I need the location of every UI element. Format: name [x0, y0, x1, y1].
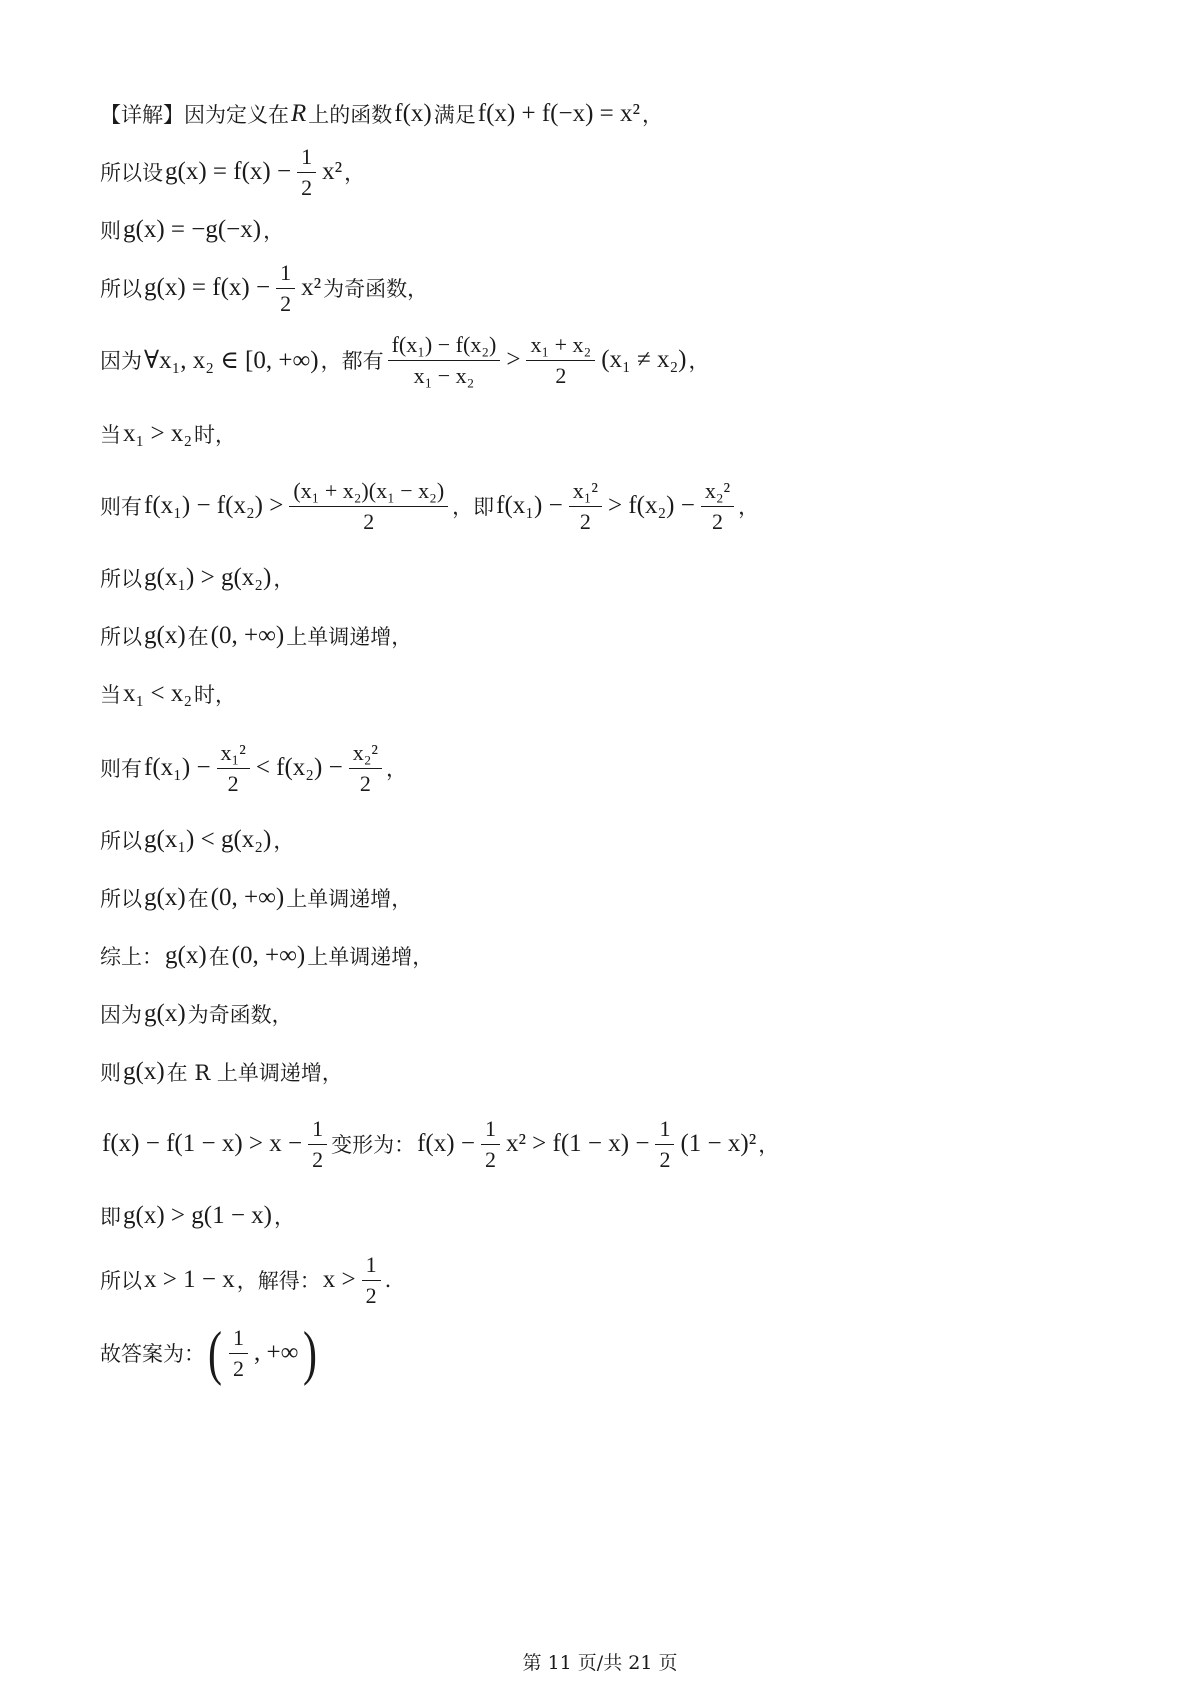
numerator: x₁²	[569, 478, 602, 507]
numerator: 1	[308, 1116, 327, 1145]
line-text: ，都有	[320, 349, 384, 373]
line-text: 所以	[100, 277, 142, 301]
fraction	[297, 144, 316, 201]
fraction	[526, 332, 595, 389]
fraction	[655, 1116, 674, 1173]
math-expression: x > 1 − x	[144, 1266, 235, 1293]
line-text: ，即	[452, 495, 495, 519]
solution-line	[100, 200, 284, 260]
line-text: 当	[100, 683, 121, 707]
solution-line	[100, 606, 412, 666]
line-text: 时，	[194, 683, 237, 707]
line-text: 则	[100, 219, 121, 243]
line-text: 则有	[100, 757, 142, 781]
line-text: 则有	[100, 495, 142, 519]
line-text: 时，	[194, 423, 237, 447]
numerator: 1	[362, 1252, 381, 1281]
line-text: 为奇函数，	[187, 1003, 293, 1027]
solution-line	[100, 1250, 391, 1310]
denominator: 2	[363, 508, 375, 534]
denominator: 2	[711, 508, 723, 534]
line-text: 上单调递增，	[286, 887, 413, 911]
line-text: 所以	[100, 1269, 142, 1293]
math-expression: (1 − x)²	[680, 1130, 757, 1157]
line-text: 所以	[100, 625, 142, 649]
math-expression: f(x) + f(−x) = x²	[477, 100, 641, 127]
math-expression: g(x) = −g(−x)	[123, 216, 262, 243]
line-text: 在	[208, 945, 230, 969]
denominator: 2	[227, 770, 239, 796]
solution-line	[100, 142, 365, 202]
numerator: x₂²	[701, 478, 734, 507]
denominator: 2	[555, 362, 567, 388]
numerator: 1	[297, 144, 316, 173]
math-expression: x²	[301, 274, 322, 301]
numerator: x₁ + x₂	[526, 332, 595, 361]
numerator: 1	[229, 1325, 248, 1354]
solution-line	[100, 404, 236, 464]
right-paren: )	[303, 1320, 318, 1386]
line-text: ，	[758, 1133, 780, 1157]
math-expression: g(x)	[144, 622, 186, 649]
denominator: 2	[579, 508, 591, 534]
fraction	[349, 740, 382, 797]
line-text: 所以	[100, 887, 142, 911]
fraction	[569, 478, 602, 535]
math-expression: f(x) −	[417, 1130, 475, 1157]
page-footer: 第 11 页/共 21 页	[522, 1652, 678, 1674]
line-text: .	[384, 1268, 392, 1292]
line-text: 当	[100, 423, 121, 447]
fraction	[217, 740, 250, 797]
line-text: ，	[273, 567, 295, 591]
numerator: 1	[276, 260, 295, 289]
math-expression: g(x) = f(x) −	[144, 274, 271, 301]
left-paren: (	[207, 1320, 222, 1386]
solution-line	[100, 548, 294, 608]
line-text: 为奇函数，	[323, 277, 429, 301]
solution-line	[100, 1186, 295, 1246]
fraction	[481, 1116, 500, 1173]
fraction	[388, 332, 501, 389]
line-text: 【详解】因为定义在	[100, 103, 289, 127]
line-text: 则	[100, 1061, 121, 1085]
line-text: 因为	[100, 349, 142, 373]
math-expression: (x₁ ≠ x₂)	[601, 346, 687, 373]
line-text: ，	[273, 829, 295, 853]
line-text: ，	[274, 1205, 295, 1229]
solution-line	[100, 1042, 343, 1102]
solution-line	[100, 664, 236, 724]
math-expression: f(x)	[394, 100, 432, 127]
fraction	[701, 478, 734, 535]
math-expression: g(x)	[144, 884, 186, 911]
math-expression: R	[291, 100, 307, 127]
solution-line	[100, 984, 293, 1044]
math-expression: g(x) = f(x) −	[165, 158, 292, 185]
line-text: 上的函数	[308, 103, 393, 127]
math-expression: g(x)	[144, 1000, 186, 1027]
solution-line	[100, 926, 433, 986]
numerator: 1	[481, 1116, 500, 1145]
solution-line	[100, 810, 294, 870]
line-text: 所以	[100, 829, 142, 853]
math-expression: x² > f(1 − x) −	[505, 1130, 650, 1157]
line-text: 在	[187, 887, 209, 911]
math-expression: >	[506, 346, 521, 373]
line-text: 综上：	[100, 945, 163, 969]
math-expression: f(x₁) −	[496, 492, 563, 519]
line-text: ，	[688, 349, 710, 373]
line-text: ，	[738, 495, 760, 519]
denominator: x₁ − x₂	[413, 362, 475, 388]
math-expression: g(x)	[123, 1058, 165, 1085]
math-expression: x²	[322, 158, 343, 185]
math-expression: , +∞	[253, 1339, 299, 1366]
fraction	[362, 1252, 381, 1309]
line-text: ，	[385, 757, 407, 781]
line-text: 故答案为：	[100, 1342, 205, 1366]
numerator: x₂²	[349, 740, 382, 769]
math-expression: < f(x₂) −	[255, 754, 343, 781]
solution-line	[100, 330, 710, 390]
math-expression: ∀x₁, x₂ ∈ [0, +∞)	[144, 347, 319, 374]
line-text: ，	[642, 103, 664, 127]
solution-line	[100, 84, 663, 144]
solution-line	[100, 258, 428, 318]
fraction	[308, 1116, 327, 1173]
math-expression: f(x₁) − f(x₂) >	[144, 492, 284, 519]
denominator: 2	[659, 1146, 671, 1172]
line-text: 上单调递增，	[307, 945, 434, 969]
line-text: ，	[263, 219, 285, 243]
math-expression: g(x)	[165, 942, 207, 969]
line-text: 所以	[100, 567, 142, 591]
math-expression: (0, +∞)	[210, 884, 285, 911]
denominator: 2	[359, 770, 371, 796]
answer-line	[100, 1318, 320, 1388]
denominator: 2	[484, 1146, 496, 1172]
solution-line	[100, 476, 759, 536]
line-text: 上单调递增，	[286, 625, 413, 649]
math-expression: f(x₁) −	[144, 754, 211, 781]
solution-line	[100, 868, 412, 928]
numerator: (x₁ + x₂)(x₁ − x₂)	[289, 478, 448, 507]
line-text: ，解得：	[236, 1269, 321, 1293]
fraction	[276, 260, 295, 317]
line-text: 所以设	[100, 161, 163, 185]
math-expression: > f(x₂) −	[607, 492, 695, 519]
denominator: 2	[280, 290, 292, 316]
math-expression: x >	[322, 1266, 356, 1293]
line-text: 在 R 上单调递增，	[166, 1061, 343, 1085]
line-text: 因为	[100, 1003, 142, 1027]
denominator: 2	[232, 1355, 244, 1381]
math-expression: g(x₁) < g(x₂)	[144, 826, 272, 853]
math-expression: g(x₁) > g(x₂)	[144, 564, 272, 591]
denominator: 2	[312, 1146, 324, 1172]
numerator: f(x₁) − f(x₂)	[388, 332, 501, 361]
solution-line	[100, 738, 407, 798]
line-text: 变形为：	[331, 1133, 416, 1157]
numerator: 1	[655, 1116, 674, 1145]
fraction	[229, 1325, 248, 1382]
line-text: 即	[100, 1205, 121, 1229]
line-text: ，	[344, 161, 366, 185]
fraction	[289, 478, 448, 535]
solution-line	[100, 1114, 779, 1174]
denominator: 2	[301, 174, 313, 200]
math-expression: x₁ > x₂	[123, 420, 193, 447]
math-expression: f(x) − f(1 − x) > x −	[102, 1130, 303, 1157]
math-expression: (0, +∞)	[210, 622, 285, 649]
numerator: x₁²	[217, 740, 250, 769]
line-text: 在	[187, 625, 209, 649]
denominator: 2	[365, 1282, 377, 1308]
math-expression: g(x) > g(1 − x)	[123, 1202, 272, 1229]
math-expression: x₁ < x₂	[123, 680, 193, 707]
math-expression: (0, +∞)	[231, 942, 306, 969]
line-text: 满足	[433, 103, 476, 127]
